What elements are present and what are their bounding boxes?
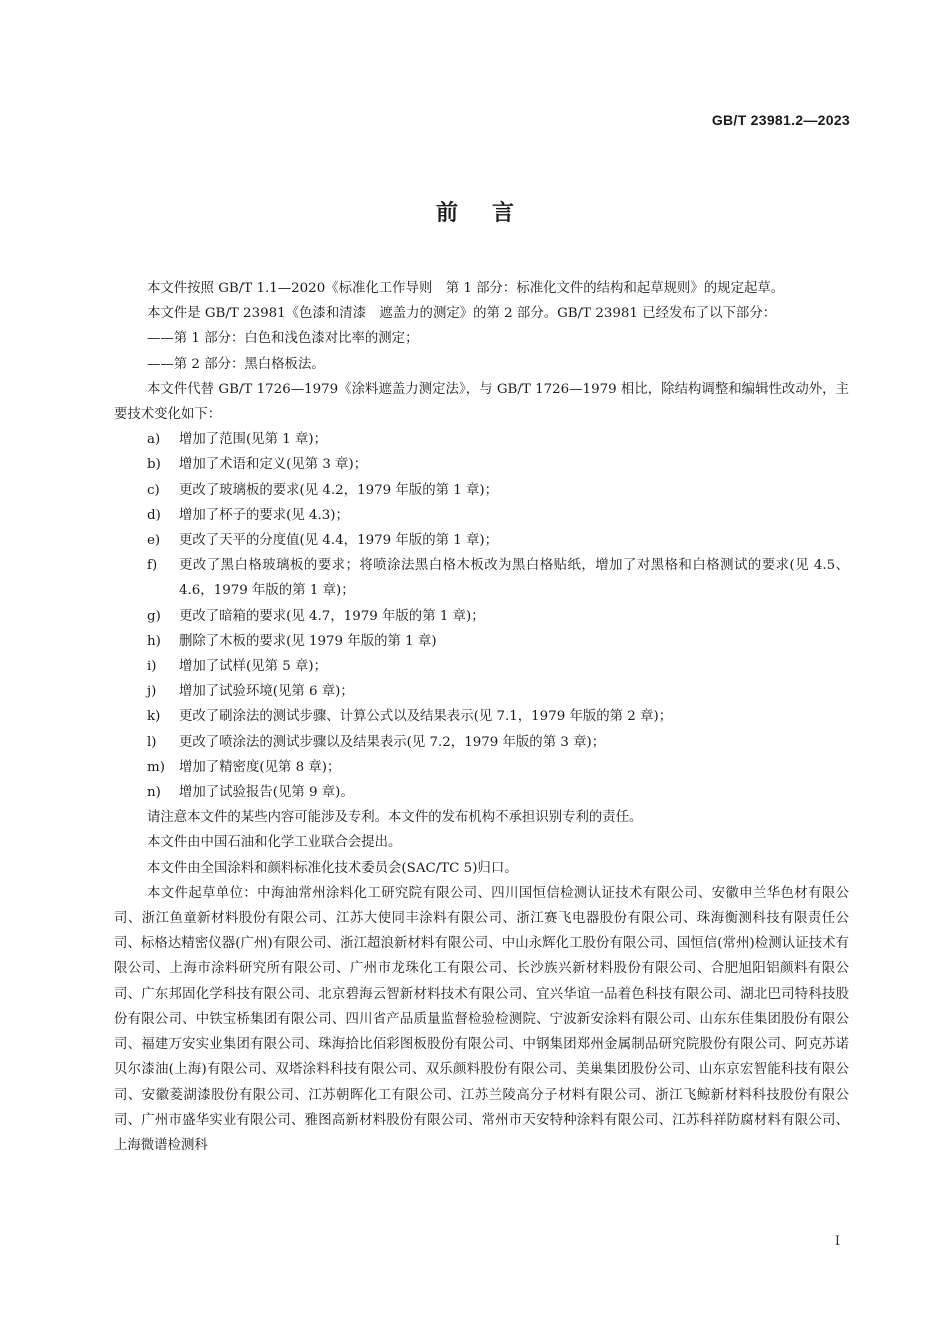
change-item-a	[114, 427, 849, 452]
change-label: n)	[147, 785, 161, 801]
change-item-h	[114, 629, 849, 654]
change-label: l)	[147, 734, 157, 750]
part-item-2: ——第 2 部分：黑白格板法。	[147, 356, 325, 372]
change-text: 更改了刷涂法的测试步骤、计算公式以及结果表示(见 7.1，1979 年版的第 2 章)；	[179, 709, 673, 725]
change-item-l	[114, 730, 849, 755]
change-item-f	[114, 553, 849, 603]
change-item-n	[114, 780, 849, 805]
page-number: I	[834, 1234, 840, 1249]
change-text: 增加了术语和定义(见第 3 章)；	[179, 457, 368, 473]
change-label: b)	[147, 457, 161, 473]
change-label: f)	[147, 558, 158, 574]
change-item-b	[114, 452, 849, 477]
drafting-units-paragraph: 本文件起草单位：中海油常州涂料化工研究院有限公司、四川国恒信检测认证技术有限公司、安徽申兰华色材有限公司、浙江鱼童新材料股份有限公司、江苏大使同丰涂料有限公司、浙江赛飞电器股份有限公司、珠海衡测科技有限责任公司、标格达精密仪器(广州)有限公司、浙江超浪新材料有限公司、中山永辉化工股份有限公司、国恒信(常州)检测认证技术有限公司、上海市涂料研究所有限公司、广州市龙珠化工有限公司、长沙族兴新材料股份有限公司、合肥旭阳铝颜料有限公司、广东邦固化学科技有限公司、北京碧海云智新材料技术有限公司、宜兴华谊一品着色科技有限公司、湖北巴司特科技股份有限公司、中铁宝桥集团有限公司、四川省产品质量监督检验检测院、宁波新安涂料有限公司、山东东佳集团股份有限公司、福建万安实业集团有限公司、珠海拾比佰彩图板股份有限公司、中钢集团郑州金属制品研究院股份有限公司、阿克苏诺贝尔漆油(上海)有限公司、双塔涂料科技有限公司、双乐颜料股份有限公司、美巢集团股份公司、山东京宏智能科技有限公司、安徽菱湖漆股份有限公司、江苏朝晖化工有限公司、江苏兰陵高分子材料有限公司、浙江飞鲸新材料科技股份有限公司、广州市盛华实业有限公司、雅图高新材料股份有限公司、常州市天安特种涂料有限公司、江苏科祥防腐材料有限公司、上海微谱检测科	[114, 885, 849, 1153]
change-text: 增加了试样(见第 5 章)；	[179, 659, 327, 675]
change-text: 更改了喷涂法的测试步骤以及结果表示(见 7.2，1979 年版的第 3 章)；	[179, 734, 606, 750]
change-text: 更改了玻璃板的要求(见 4.2，1979 年版的第 1 章)；	[179, 482, 499, 498]
change-item-i	[114, 654, 849, 679]
standard-code: GB/T 23981.2—2023	[711, 112, 850, 128]
patent-notice: 请注意本文件的某些内容可能涉及专利。本文件的发布机构不承担识别专利的责任。	[147, 810, 643, 826]
change-text: 更改了暗箱的要求(见 4.7，1979 年版的第 1 章)；	[179, 608, 485, 624]
proposer-paragraph: 本文件由中国石油和化学工业联合会提出。	[147, 835, 402, 851]
change-item-d	[114, 503, 849, 528]
change-item-k	[114, 704, 849, 729]
change-text: 增加了试验报告(见第 9 章)。	[179, 785, 354, 801]
intro-paragraph-1: 本文件按照 GB/T 1.1—2020《标准化工作导则 第 1 部分：标准化文件的结构和起草规则》的规定起草。	[147, 281, 785, 296]
change-item-e	[114, 528, 849, 553]
change-text: 删除了木板的要求(见 1979 年版的第 1 章)	[179, 633, 437, 649]
change-text: 增加了试验环境(见第 6 章)；	[179, 684, 354, 700]
change-label: a)	[147, 432, 161, 448]
change-text: 更改了天平的分度值(见 4.4，1979 年版的第 1 章)；	[179, 533, 499, 549]
change-text: 增加了杯子的要求(见 4.3)；	[179, 507, 349, 523]
change-label: e)	[147, 533, 161, 549]
intro-paragraph-2: 本文件是 GB/T 23981《色漆和清漆 遮盖力的测定》的第 2 部分。GB/T 23981 已经发布了以下部分：	[147, 306, 777, 322]
document-body	[114, 276, 849, 1158]
change-label: g)	[147, 608, 161, 624]
change-label: i)	[147, 659, 157, 675]
page-title: 前言	[435, 201, 548, 226]
change-label: c)	[147, 482, 160, 498]
change-text: 增加了精密度(见第 8 章)；	[179, 759, 341, 775]
change-label: j)	[147, 684, 157, 700]
replace-paragraph: 本文件代替 GB/T 1726—1979《涂料遮盖力测定法》，与 GB/T 1726—1979 相比，除结构调整和编辑性改动外，主要技术变化如下：	[114, 381, 849, 423]
change-text: 增加了范围(见第 1 章)；	[179, 432, 327, 448]
change-item-g	[114, 604, 849, 629]
change-item-m	[114, 755, 849, 780]
change-label: m)	[147, 759, 165, 775]
part-item-1: ——第 1 部分：白色和浅色漆对比率的测定；	[147, 331, 419, 347]
change-text: 更改了黑白格玻璃板的要求；将喷涂法黑白格木板改为黑白格贴纸，增加了对黑格和白格测试的要求(见 4.5、4.6，1979 年版的第 1 章)；	[179, 558, 849, 599]
change-label: k)	[147, 709, 161, 725]
change-item-j	[114, 679, 849, 704]
committee-paragraph: 本文件由全国涂料和颜料标准化技术委员会(SAC/TC 5)归口。	[147, 860, 518, 876]
change-item-c	[114, 478, 849, 503]
change-label: d)	[147, 507, 161, 523]
change-label: h)	[147, 633, 161, 649]
